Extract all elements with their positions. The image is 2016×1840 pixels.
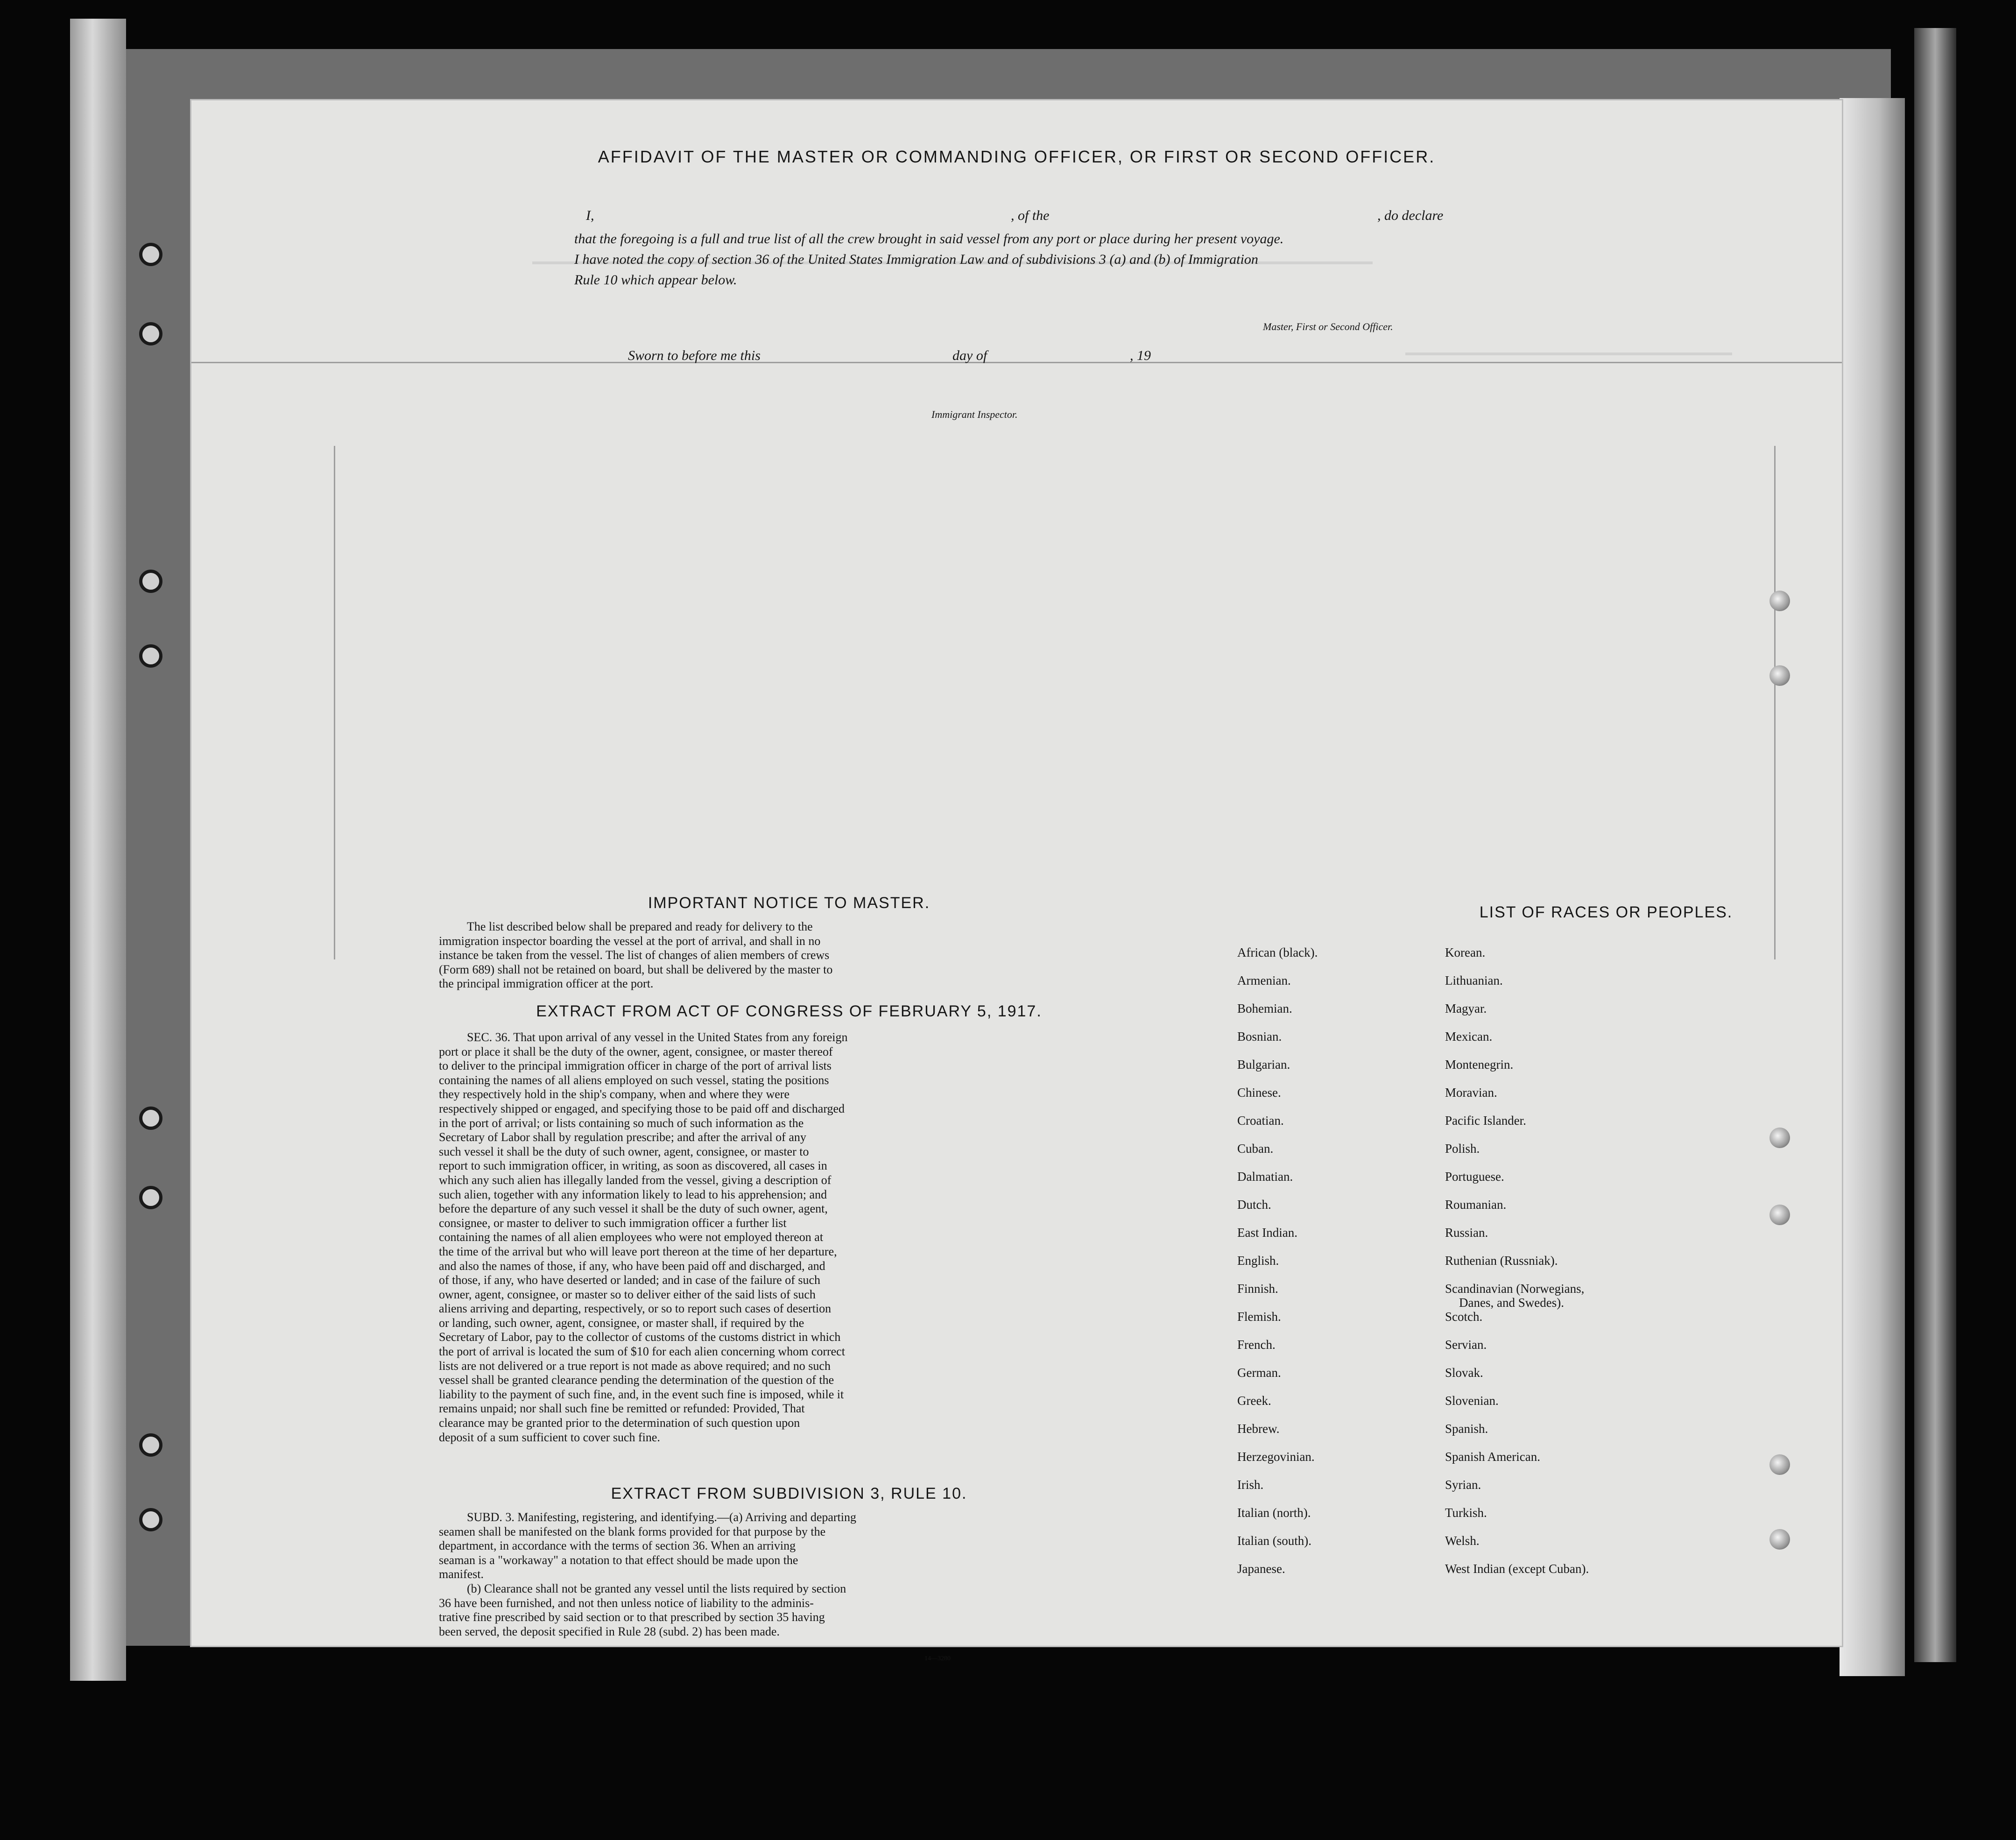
race-item-line: Scandinavian (Norwegians, [1445,1282,1585,1296]
column-rule [334,446,335,959]
act-line: containing the names of all alien employees who were not employed thereon at [439,1230,824,1244]
race-item: Chinese. [1237,1086,1281,1100]
race-item: Roumanian. [1445,1198,1507,1212]
race-item: Finnish. [1237,1282,1278,1296]
race-item: Mexican. [1445,1029,1493,1043]
race-item: Servian. [1445,1338,1487,1352]
rule-extract-text [439,1510,1139,1639]
affiant-name-label: I, [586,208,594,223]
notice-line: instance be taken from the vessel. The list of changes of alien members of crews [439,948,830,962]
race-item: Bulgarian. [1237,1057,1290,1072]
races-title: LIST OF RACES OR PEOPLES. [1479,903,1733,921]
race-item: Ruthenian (Russniak). [1445,1254,1558,1268]
binder-hole [139,644,162,668]
races-left-column [1237,945,1318,1590]
bleed-through-line [1405,352,1732,355]
affidavit-title: AFFIDAVIT OF THE MASTER OR COMMANDING OFFICER, OR FIRST OR SECOND OFFICER. [598,147,1436,166]
rule-line: manifest. [439,1567,484,1581]
race-item: Spanish. [1445,1422,1488,1436]
rule-line: seaman is a "workaway" a notation to that effect should be made upon the [439,1553,798,1567]
race-item: Herzegovinian. [1237,1450,1315,1464]
act-line: consignee, or master to deliver to such immigration officer a further list [439,1216,787,1230]
race-item: Slovenian. [1445,1394,1499,1408]
affidavit-line: I have noted the copy of section 36 of the United States Immigration Law and of subdivisions 3 (a) and (b) of Immigration [574,252,1258,267]
race-item: German. [1237,1366,1281,1380]
binder-hole [139,322,162,345]
act-line: liability to the payment of such fine, and, in the event such fine is imposed, while it [439,1387,844,1401]
act-line: they respectively hold in the ship's company, when and where they were [439,1087,789,1101]
act-line: or landing, such owner, agent, consignee, or master shall, if required by the [439,1316,804,1330]
act-line: report to such immigration officer, in writing, as soon as discovered, all cases in [439,1159,827,1173]
binder-hole [139,1186,162,1209]
races-right-column [1445,945,1589,1590]
race-item: Montenegrin. [1445,1057,1514,1072]
act-line: the time of the arrival but who will leave port thereon at the time of her departure, [439,1244,837,1258]
race-item: Welsh. [1445,1534,1480,1548]
race-item: Lithuanian. [1445,973,1503,987]
declaration-label: , do declare [1377,208,1444,223]
binder-edge-right [1914,28,1956,1662]
act-line: Secretary of Labor, pay to the collector of customs of the customs district in which [439,1330,841,1344]
race-item: Bohemian. [1237,1001,1292,1015]
race-item: Irish. [1237,1478,1264,1492]
affidavit-line: that the foregoing is a full and true list of all the crew brought in said vessel from any port or place during her present voyage. [574,231,1284,247]
notice-text [439,920,1139,991]
race-item: Moravian. [1445,1086,1497,1100]
binder-hole [1769,1205,1790,1225]
notice-line: The list described below shall be prepared and ready for delivery to the [467,920,813,933]
act-line: port or place it shall be the duty of the owner, agent, consignee, or master thereof [439,1044,833,1058]
notice-line: (Form 689) shall not be retained on board, but shall be delivered by the master to [439,962,833,976]
race-item: Armenian. [1237,973,1291,987]
act-line: deposit of a sum sufficient to cover such fine. [439,1430,660,1444]
act-line: the port of arrival is located the sum of $10 for each alien concerning whom correct [439,1345,845,1359]
year-label: , 19 [1130,348,1151,363]
act-line: aliens arriving and departing, respectively, or so to report such cases of desertion [439,1302,832,1316]
day-of-label: day of [952,348,987,363]
act-line: containing the names of all aliens employed on such vessel, stating the positions [439,1073,829,1087]
inspector-signature-label: Immigrant Inspector. [931,409,1018,420]
act-line: lists are not delivered or a true report is not made as above required; and no such [439,1359,831,1373]
race-item: Syrian. [1445,1478,1481,1492]
race-item: Hebrew. [1237,1422,1280,1436]
binder-hole [139,570,162,593]
race-item: Portuguese. [1445,1170,1504,1184]
rule-line: 36 have been furnished, and not then unless notice of liability to the adminis- [439,1596,814,1610]
master-signature-label: Master, First or Second Officer. [1263,321,1393,332]
race-item: Magyar. [1445,1001,1487,1015]
binder-hole [139,1433,162,1457]
act-line: SEC. 36. That upon arrival of any vessel in the United States from any foreign [467,1030,848,1044]
act-line: of those, if any, who have deserted or landed; and in case of the failure of such [439,1273,821,1287]
rule-line: (b) Clearance shall not be granted any vessel until the lists required by section [467,1581,846,1595]
race-item: French. [1237,1338,1276,1352]
race-item: Slovak. [1445,1366,1483,1380]
race-item: West Indian (except Cuban). [1445,1562,1589,1576]
rule-extract-title: EXTRACT FROM SUBDIVISION 3, RULE 10. [611,1485,967,1502]
act-line: Secretary of Labor shall by regulation prescribe; and after the arrival of any [439,1130,806,1144]
act-line: which any such alien has illegally landed from the vessel, giving a description of [439,1173,832,1187]
act-line: vessel shall be granted clearance pending the determination of the question of the [439,1373,834,1387]
binder-hole [1769,1128,1790,1148]
race-item: Dutch. [1237,1198,1271,1212]
race-item: Russian. [1445,1226,1488,1240]
rule-line: been served, the deposit specified in Rule 28 (subd. 2) has been made. [439,1624,780,1638]
act-line: respectively shipped or engaged, and specifying those to be paid off and discharged [439,1101,845,1115]
notice-title: IMPORTANT NOTICE TO MASTER. [648,894,930,912]
race-item: Flemish. [1237,1310,1281,1324]
binder-hole [1769,1529,1790,1550]
race-item: Polish. [1445,1142,1480,1156]
race-item: Pacific Islander. [1445,1114,1526,1128]
act-line: such vessel it shall be the duty of such owner, agent, consignee, or master to [439,1144,809,1158]
act-line: and also the names of those, if any, who have been paid off and discharged, and [439,1259,825,1273]
race-item: Greek. [1237,1394,1271,1408]
race-item: Cuban. [1237,1142,1274,1156]
vessel-name-label: , of the [1011,208,1050,223]
race-item: Bosnian. [1237,1029,1282,1043]
affidavit-statement [574,229,1508,290]
act-line: before the departure of any such vessel it shall be the duty of such owner, agent, [439,1202,828,1216]
rule-line: SUBD. 3. Manifesting, registering, and identifying.—(a) Arriving and departing [467,1510,857,1524]
act-line: such alien, together with any information likely to lead to his apprehension; and [439,1187,827,1201]
sworn-label: Sworn to before me this [628,348,761,363]
race-item: Italian (south). [1237,1534,1311,1548]
binder-hole [139,243,162,266]
stacked-pages-edge [1840,98,1905,1676]
race-item: Scotch. [1445,1310,1483,1324]
race-item-line: Danes, and Swedes). [1459,1296,1564,1310]
act-line: in the port of arrival; or lists containing so much of such information as the [439,1116,804,1130]
race-item: African (black). [1237,945,1318,959]
race-item: Korean. [1445,945,1486,959]
race-item: Japanese. [1237,1562,1285,1576]
race-item: Turkish. [1445,1506,1487,1520]
binder-hole [1769,591,1790,611]
manifest-page [191,100,1842,1662]
binder-hole [1769,1454,1790,1475]
binder-hole [139,1107,162,1130]
affidavit-line: Rule 10 which appear below. [574,272,737,288]
act-line: remains unpaid; nor shall such fine be remitted or refunded: Provided, That [439,1402,805,1416]
rule-line: seamen shall be manifested on the blank forms provided for that purpose by the [439,1524,826,1538]
form-number: 14—3280 [924,1655,951,1662]
column-rule [1774,446,1776,959]
act-line: to deliver to the principal immigration officer in charge of the port of arrival lists [439,1059,832,1073]
race-item: English. [1237,1254,1279,1268]
race-item: Spanish American. [1445,1450,1540,1464]
binder-hole [1769,665,1790,686]
race-item-scandinavian [1445,1282,1589,1310]
act-extract-text [439,1030,1139,1445]
notice-line: the principal immigration officer at the port. [439,977,654,991]
binder-edge-left [70,19,126,1681]
race-item: Croatian. [1237,1114,1284,1128]
race-item: Italian (north). [1237,1506,1311,1520]
act-line: clearance may be granted prior to the determination of such question upon [439,1416,800,1430]
notice-line: immigration inspector boarding the vessel at the port of arrival, and shall in no [439,934,821,948]
race-item: East Indian. [1237,1226,1297,1240]
act-extract-title: EXTRACT FROM ACT OF CONGRESS OF FEBRUARY 5, 1917. [536,1002,1042,1020]
rule-line: trative fine prescribed by said section or to that prescribed by section 35 having [439,1610,825,1624]
act-line: owner, agent, consignee, or master so to deliver either of the said lists of such [439,1287,816,1301]
binder-hole [139,1508,162,1531]
column-rule [191,362,1842,363]
race-item: Dalmatian. [1237,1170,1293,1184]
rule-line: department, in accordance with the terms of section 36. When an arriving [439,1539,796,1553]
